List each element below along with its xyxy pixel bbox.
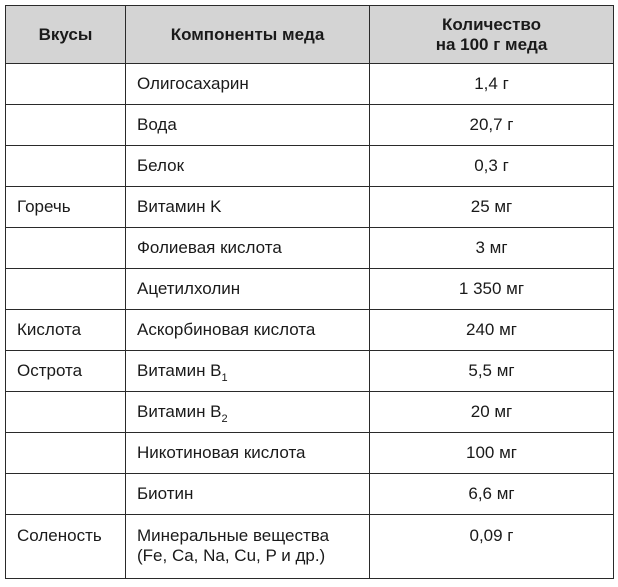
component-subscript: 1 [221, 372, 228, 384]
cell-taste: Горечь [6, 187, 126, 228]
header-row [6, 6, 614, 64]
cell-quantity: 20,7 г [370, 105, 614, 146]
cell-quantity: 0,09 г [370, 515, 614, 579]
header-taste: Вкусы [6, 6, 126, 64]
cell-component: Белок [126, 146, 370, 187]
cell-taste [6, 228, 126, 269]
cell-taste [6, 64, 126, 105]
cell-taste [6, 474, 126, 515]
component-name: Витамин B [137, 361, 222, 380]
cell-taste: Острота [6, 351, 126, 392]
cell-taste [6, 433, 126, 474]
cell-component: Биотин [126, 474, 370, 515]
table-row [6, 433, 614, 474]
cell-component: Никотиновая кислота [126, 433, 370, 474]
table-row [6, 64, 614, 105]
table-row [6, 351, 614, 392]
cell-component: Витамин K [126, 187, 370, 228]
cell-quantity: 6,6 мг [370, 474, 614, 515]
table-row [6, 146, 614, 187]
cell-taste [6, 269, 126, 310]
cell-taste: Соленость [6, 515, 126, 579]
cell-component: Вода [126, 105, 370, 146]
table-row [6, 269, 614, 310]
component-name: Витамин B [137, 402, 222, 421]
table-row [6, 474, 614, 515]
table-row [6, 187, 614, 228]
cell-quantity: 3 мг [370, 228, 614, 269]
table-row [6, 228, 614, 269]
table-row [6, 310, 614, 351]
cell-quantity: 5,5 мг [370, 351, 614, 392]
cell-component: Фолиевая кислота [126, 228, 370, 269]
cell-taste [6, 392, 126, 433]
header-quantity-line1: Количество [441, 14, 542, 34]
cell-quantity: 20 мг [370, 392, 614, 433]
cell-component [126, 515, 370, 579]
cell-taste [6, 146, 126, 187]
honey-components-table [5, 5, 614, 579]
cell-component: Аскорбиновая кислота [126, 310, 370, 351]
cell-component [126, 351, 370, 392]
component-name-line2: (Fe, Ca, Na, Cu, P и др.) [137, 546, 326, 565]
cell-component: Ацетилхолин [126, 269, 370, 310]
cell-component [126, 392, 370, 433]
component-name: Минеральные вещества [137, 526, 330, 545]
table-header [6, 6, 614, 64]
cell-quantity: 25 мг [370, 187, 614, 228]
cell-quantity: 240 мг [370, 310, 614, 351]
table-row [6, 515, 614, 579]
table-row [6, 105, 614, 146]
cell-quantity: 0,3 г [370, 146, 614, 187]
cell-taste [6, 105, 126, 146]
header-quantity-line2: на 100 г меда [435, 34, 548, 54]
cell-quantity: 100 мг [370, 433, 614, 474]
header-quantity [370, 6, 614, 64]
component-subscript: 2 [221, 413, 228, 425]
cell-quantity: 1 350 мг [370, 269, 614, 310]
cell-taste: Кислота [6, 310, 126, 351]
cell-quantity: 1,4 г [370, 64, 614, 105]
table-row [6, 392, 614, 433]
table-body [6, 64, 614, 579]
cell-component: Олигосахарин [126, 64, 370, 105]
header-component: Компоненты меда [126, 6, 370, 64]
